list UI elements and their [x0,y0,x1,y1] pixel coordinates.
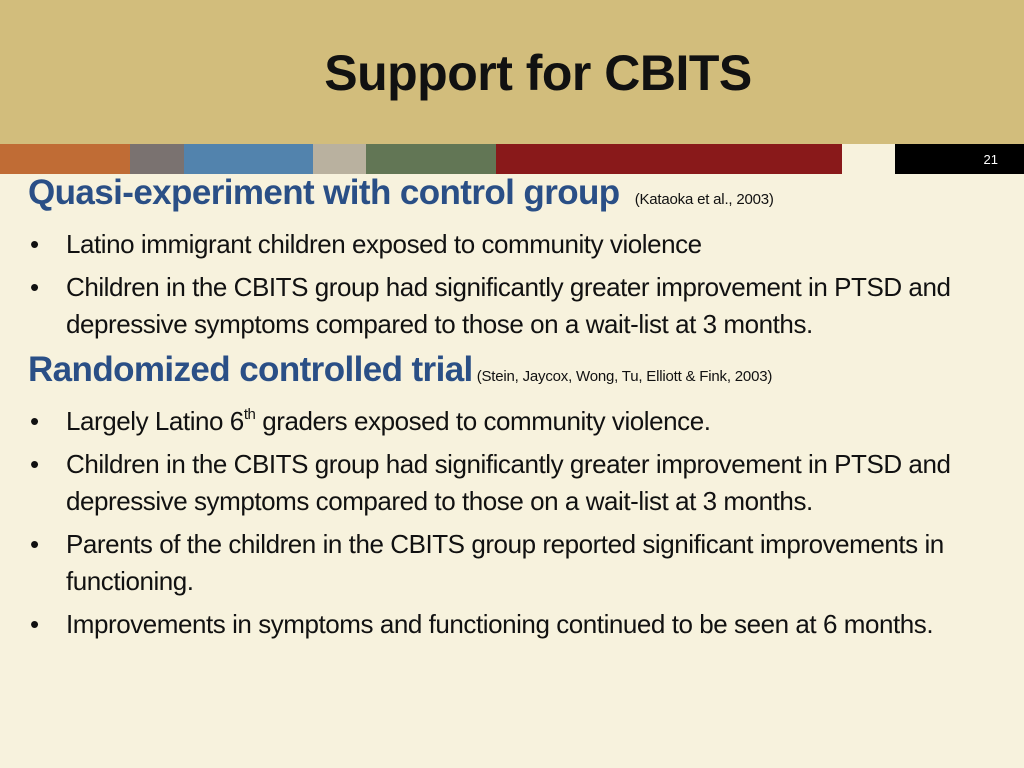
section-heading-randomized-trial [28,349,1018,398]
heading-text: Quasi-experiment with control group [28,173,620,212]
stripe-segment-gray [130,144,184,174]
slide-title: Support for CBITS [324,45,752,101]
bullet-text: Latino immigrant children exposed to community violence [66,229,702,259]
list-item [28,226,1018,263]
bullet-icon: • [30,449,39,479]
bullet-icon: • [30,229,39,259]
stripe-segment-green [366,144,496,174]
slide-number-box [895,144,1024,174]
color-stripe [0,144,842,174]
citation: (Kataoka et al., 2003) [634,191,774,208]
bullet-icon: • [30,609,39,639]
bullet-text-part: Largely Latino 6 [66,406,244,436]
bullet-text: Improvements in symptoms and functioning continued to be seen at 6 months. [66,609,934,639]
bullet-text-part: graders exposed to community violence. [255,406,711,436]
citation: (Stein, Jaycox, Wong, Tu, Elliott & Fink, 2003) [476,368,773,385]
stripe-segment-tan [313,144,366,174]
bullet-list [28,403,1018,643]
stripe-segment-blue [184,144,313,174]
list-item [28,269,1018,343]
title-banner [0,0,1024,144]
slide-number: 21 [983,152,998,167]
bullet-text: Parents of the children in the CBITS group reported significant improvements in functioning. [66,529,944,596]
bullet-text: Children in the CBITS group had significantly greater improvement in PTSD and depressive symptoms compared to those on a wait-list at 3 months. [66,449,951,516]
section-heading-quasi-experiment [28,172,1018,221]
bullet-list [28,226,1018,343]
list-item [28,526,1018,600]
bullet-icon: • [30,529,39,559]
list-item [28,446,1018,520]
slide-body [28,172,1018,649]
bullet-icon: • [30,272,39,302]
heading-text: Randomized controlled trial [28,350,473,389]
list-item [28,403,1018,440]
bullet-icon: • [30,406,39,436]
list-item [28,606,1018,643]
bullet-text: Children in the CBITS group had significantly greater improvement in PTSD and depressive symptoms compared to those on a wait-list at 3 months. [66,272,951,339]
stripe-segment-red [496,144,842,174]
ordinal-suffix: th [243,406,256,423]
stripe-segment-orange [0,144,130,174]
